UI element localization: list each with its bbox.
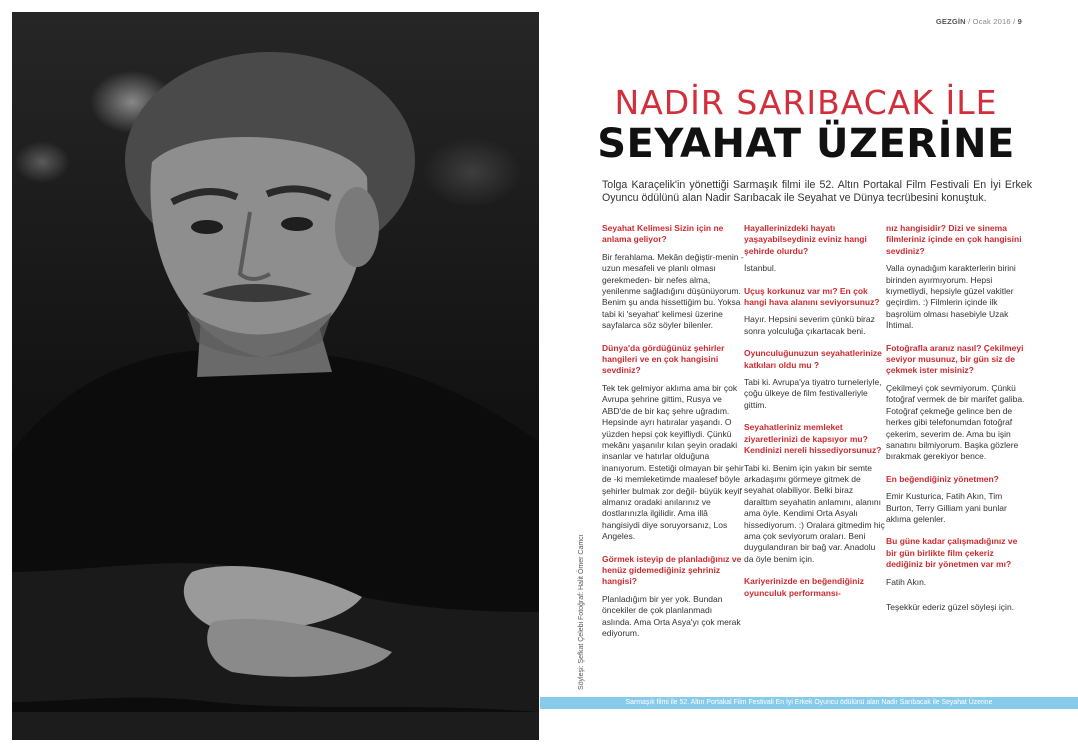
question: Kariyerinizde en beğendiğiniz oyunculuk performansı- <box>744 576 864 598</box>
question: Seyahatleriniz memleket ziyaretlerinizi de kapsıyor mu? Kendinizi nereli hissediyorsunuz? <box>744 422 882 456</box>
question: Bu güne kadar çalışmadığınız ve bir gün birlikte film çekeriz dediğiniz bir yönetmen var mı? <box>886 536 1018 570</box>
question: Fotoğrafla aranız nasıl? Çekilmeyi seviyor musunuz, bir gün siz de çekmek ister misiniz? <box>886 342 1024 376</box>
answer: Tek tek gelmiyor aklıma ama bir çok Avrupa şehrine gittim, Rusya ve ABD'de de bir kaç şehre uğradım. Hepsinde ayrı hatıralar yaşandı. O yüzden hepsi çok keyifliydi. Çünkü mekânı yaşanılır kılan şeyin oradaki insanlar ve hatırlar olduğuna inanıyorum. Estetiği olmayan bir şehir de -ki memleketimde maalesef böyle şehirler bulmak zor değil- büyük keyif almanız oradaki anılarınız ve dostlarınızla ilgilidir. Ama illâ hangisiydi diye soruyorsanız, Los Angeles. <box>602 382 744 542</box>
answer: Valla oynadığım karakterlerin birini birinden ayırmıyorum. Hepsi kıymetliydi, hepsiyle güzel vakitler geçirdim. :) Filmlerin içinde ilk başrolüm olması hasebiyle Uzak İhtimal. <box>886 263 1016 331</box>
answer: Bir ferahlama. Mekân değiştir-menin -uzun mesafeli ve planlı olması gerekmeden- bir nefes alma, yenilenme sağladığını düşünüyorum. Benim şu anda hissettiğim bu. Yoksa tabi ki 'seyahat' kelimesi üzerine sayfalarca söz söyler bilenler. <box>602 251 744 331</box>
question: Hayallerinizdeki hayatı yaşayabilseydiniz eviniz hangi şehirde olurdu? <box>744 223 867 256</box>
article-title-line2: SEYAHAT ÜZERİNE <box>597 121 1015 167</box>
answer: Tabi ki. Avrupa'ya tiyatro turneleriyle, çoğu ülkeye de film festivalleriyle gittim. <box>744 377 882 410</box>
answer: Emir Kusturica, Fatih Akın, Tim Burton, Terry Gilliam yani bunlar aklıma gelenler. <box>886 491 1007 524</box>
column-2 <box>744 223 886 605</box>
closing-note: Teşekkür ederiz güzel söyleşi için. <box>886 601 1015 612</box>
folio-sep-1: / <box>968 17 973 26</box>
article-intro: Tolga Karaçelik'in yönettiği Sarmaşık filmi ile 52. Altın Portakal Film Festivali En İyi Erkek Oyuncu ödülünü alan Nadir Sarıbacak ile Seyahat ve Dünya tecrübesini konuştuk. <box>602 179 1032 205</box>
portrait-illustration <box>12 12 539 740</box>
question: Seyahat Kelimesi Sizin için ne anlama geliyor? <box>602 223 724 245</box>
answer: Planladığım bir yer yok. Bundan öncekiler de çok planlanmadı aslında. Ama Orta Asya'yı çok merak ediyorum. <box>602 593 741 638</box>
answer: Hayır. Hepsini severim çünkü biraz sonra yolculuğa çıkartacak beni. <box>744 314 875 336</box>
answer: Çekilmeyi çok sevmiyorum. Çünkü fotoğraf vermek de bir marifet galiba. Fotoğraf çekmeğe gelince ben de herkes gibi telefonumdan fotoğraf çekerim, severim de. Ama bu işin sanatını bilmiyorum. Başka gözlere bırakmak gerekiyor bence. <box>886 382 1025 462</box>
article-title-line1: NADİR SARIBACAK İLE <box>614 83 998 122</box>
question: Dünya'da gördüğünüz şehirler hangileri ve en çok hangisini sevdiniz? <box>602 342 725 376</box>
column-3 <box>886 223 1028 624</box>
answer: İstanbul. <box>744 263 777 274</box>
answer: Tabi ki. Benim için yakın bir semte arkadaşımı görmeye gitmek de seyahat olabiliyor. Belki biraz daralttım seyahatin anlamını, alanını ama öyle. Kendimi Orta Asyalı hissediyorum. :) Oralara gitmedim hiç ama çok seviyorum oraları. Beni duygulandıran bir bağ var. Anadolu da öyle benim için. <box>744 462 885 564</box>
page-folio <box>936 17 1022 26</box>
answer: Fatih Akın. <box>886 576 927 587</box>
question: Uçuş korkunuz var mı? En çok hangi hava alanını seviyorsunuz? <box>744 285 880 308</box>
page-number: 9 <box>1017 17 1022 26</box>
column-1 <box>602 223 744 650</box>
magazine-name: GEZGİN <box>935 17 966 26</box>
folio-sep-2: / <box>1013 17 1018 26</box>
portrait-photo <box>12 12 539 740</box>
question: En beğendiğiniz yönetmen? <box>886 473 999 484</box>
question: Oyunculuğunuzun seyahatlerinize katkıları oldu mu ? <box>744 348 882 370</box>
issue-date: Ocak 2016 <box>972 17 1011 26</box>
question: Görmek isteyip de planladığınız ve henüz gidemediğiniz şehriniz hangisi? <box>602 553 742 587</box>
photo-credit: Söyleşi: Şefkat Çelebi Fotoğraf: Halit Ömer Camcı <box>578 534 585 690</box>
footer-band: Sarmaşık filmi ile 52. Altın Portakal Film Festivali En İyi Erkek Oyuncu ödülünü alan Nadir Sarıbacak ile Seyahat Üzerine <box>540 697 1078 709</box>
question: nız hangisidir? Dizi ve sinema filmleriniz içinde en çok hangisini sevdiniz? <box>886 223 1022 256</box>
